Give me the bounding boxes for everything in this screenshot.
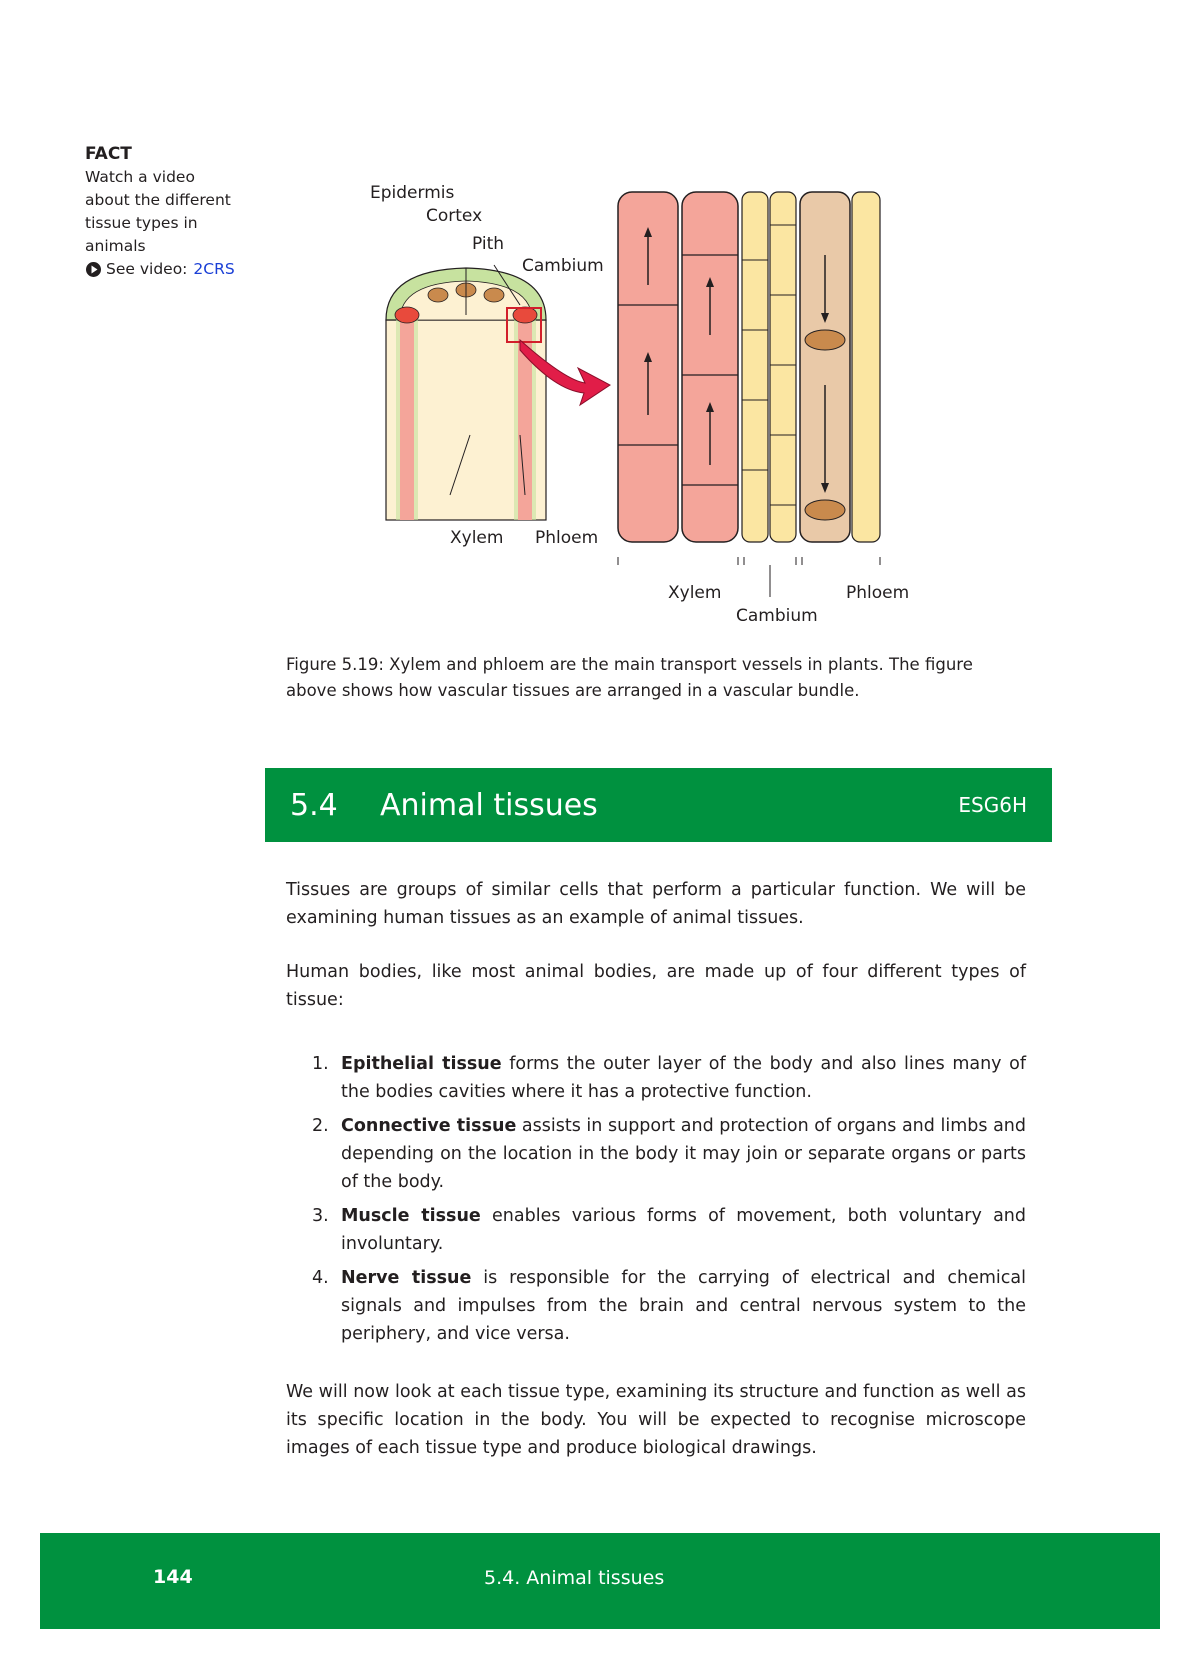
list-term: Epithelial tissue [341, 1054, 502, 1074]
list-text: is responsible for the carrying of electrical and chemical signals and impulses from the brain and central nervous system to the periphery, and vice versa. [341, 1268, 1026, 1344]
list-text: enables various forms of movement, both voluntary and involuntary. [341, 1206, 1026, 1254]
list-number: 1. [312, 1054, 329, 1074]
stem-diagram [386, 265, 546, 520]
see-video-label: See video: [106, 260, 188, 278]
section-code: ESG6H [958, 793, 1027, 817]
section-header [265, 768, 1052, 842]
label-phloem-detail: Phloem [846, 583, 910, 603]
page-number: 144 [153, 1566, 193, 1588]
label-xylem-detail: Xylem [668, 583, 722, 603]
list-term: Muscle tissue [341, 1206, 481, 1226]
fact-line: Watch a video [85, 168, 195, 186]
video-code-link[interactable]: 2CRS [193, 260, 235, 278]
section-title: Animal tissues [380, 787, 598, 823]
footer-section-title: 5.4. Animal tissues [484, 1567, 665, 1589]
fact-video-row[interactable] [85, 258, 255, 281]
section-number: 5.4 [290, 787, 338, 823]
fact-box [85, 143, 255, 281]
fact-line: tissue types in [85, 214, 198, 232]
label-cortex: Cortex [426, 206, 483, 226]
paragraph-types: Human bodies, like most animal bodies, are made up of four different types of tissue: [286, 962, 1026, 1010]
list-number: 4. [312, 1268, 329, 1288]
label-cambium: Cambium [522, 256, 604, 276]
tissue-list [286, 1050, 1026, 1354]
list-text: assists in support and protection of organs and limbs and depending on the location in the body it may join or separate organs or parts of the body. [341, 1116, 1026, 1192]
list-item [286, 1112, 1026, 1196]
fact-line: about the different [85, 191, 231, 209]
fact-line: animals [85, 237, 146, 255]
vascular-bundle-figure [360, 165, 960, 630]
label-phloem: Phloem [535, 528, 599, 548]
label-pith: Pith [472, 234, 505, 254]
vascular-bundle-illustration [360, 165, 960, 630]
play-icon[interactable] [85, 261, 102, 278]
list-item [286, 1050, 1026, 1106]
list-item [286, 1202, 1026, 1258]
paragraph-intro: Tissues are groups of similar cells that perform a particular function. We will be examining human tissues as an example of animal tissues. [286, 880, 1026, 928]
list-term: Nerve tissue [341, 1268, 472, 1288]
label-xylem: Xylem [450, 528, 504, 548]
bundle-detail [618, 192, 880, 542]
list-number: 2. [312, 1116, 329, 1136]
label-epidermis: Epidermis [370, 183, 455, 203]
list-item [286, 1264, 1026, 1348]
page-footer [40, 1533, 1160, 1629]
fact-title: FACT [85, 144, 132, 164]
list-number: 3. [312, 1206, 329, 1226]
figure-caption: Figure 5.19: Xylem and phloem are the main transport vessels in plants. The figure above shows how vascular tissues are arranged in a vascular bundle. [286, 655, 973, 700]
label-cambium-detail: Cambium [736, 606, 818, 626]
list-term: Connective tissue [341, 1116, 517, 1136]
paragraph-outlook: We will now look at each tissue type, examining its structure and function as well as its specific location in the body. You will be expected to recognise microscope images of each tissue type and produce biological drawings. [286, 1382, 1026, 1458]
list-text: forms the outer layer of the body and also lines many of the bodies cavities where it has a protective function. [341, 1054, 1027, 1102]
